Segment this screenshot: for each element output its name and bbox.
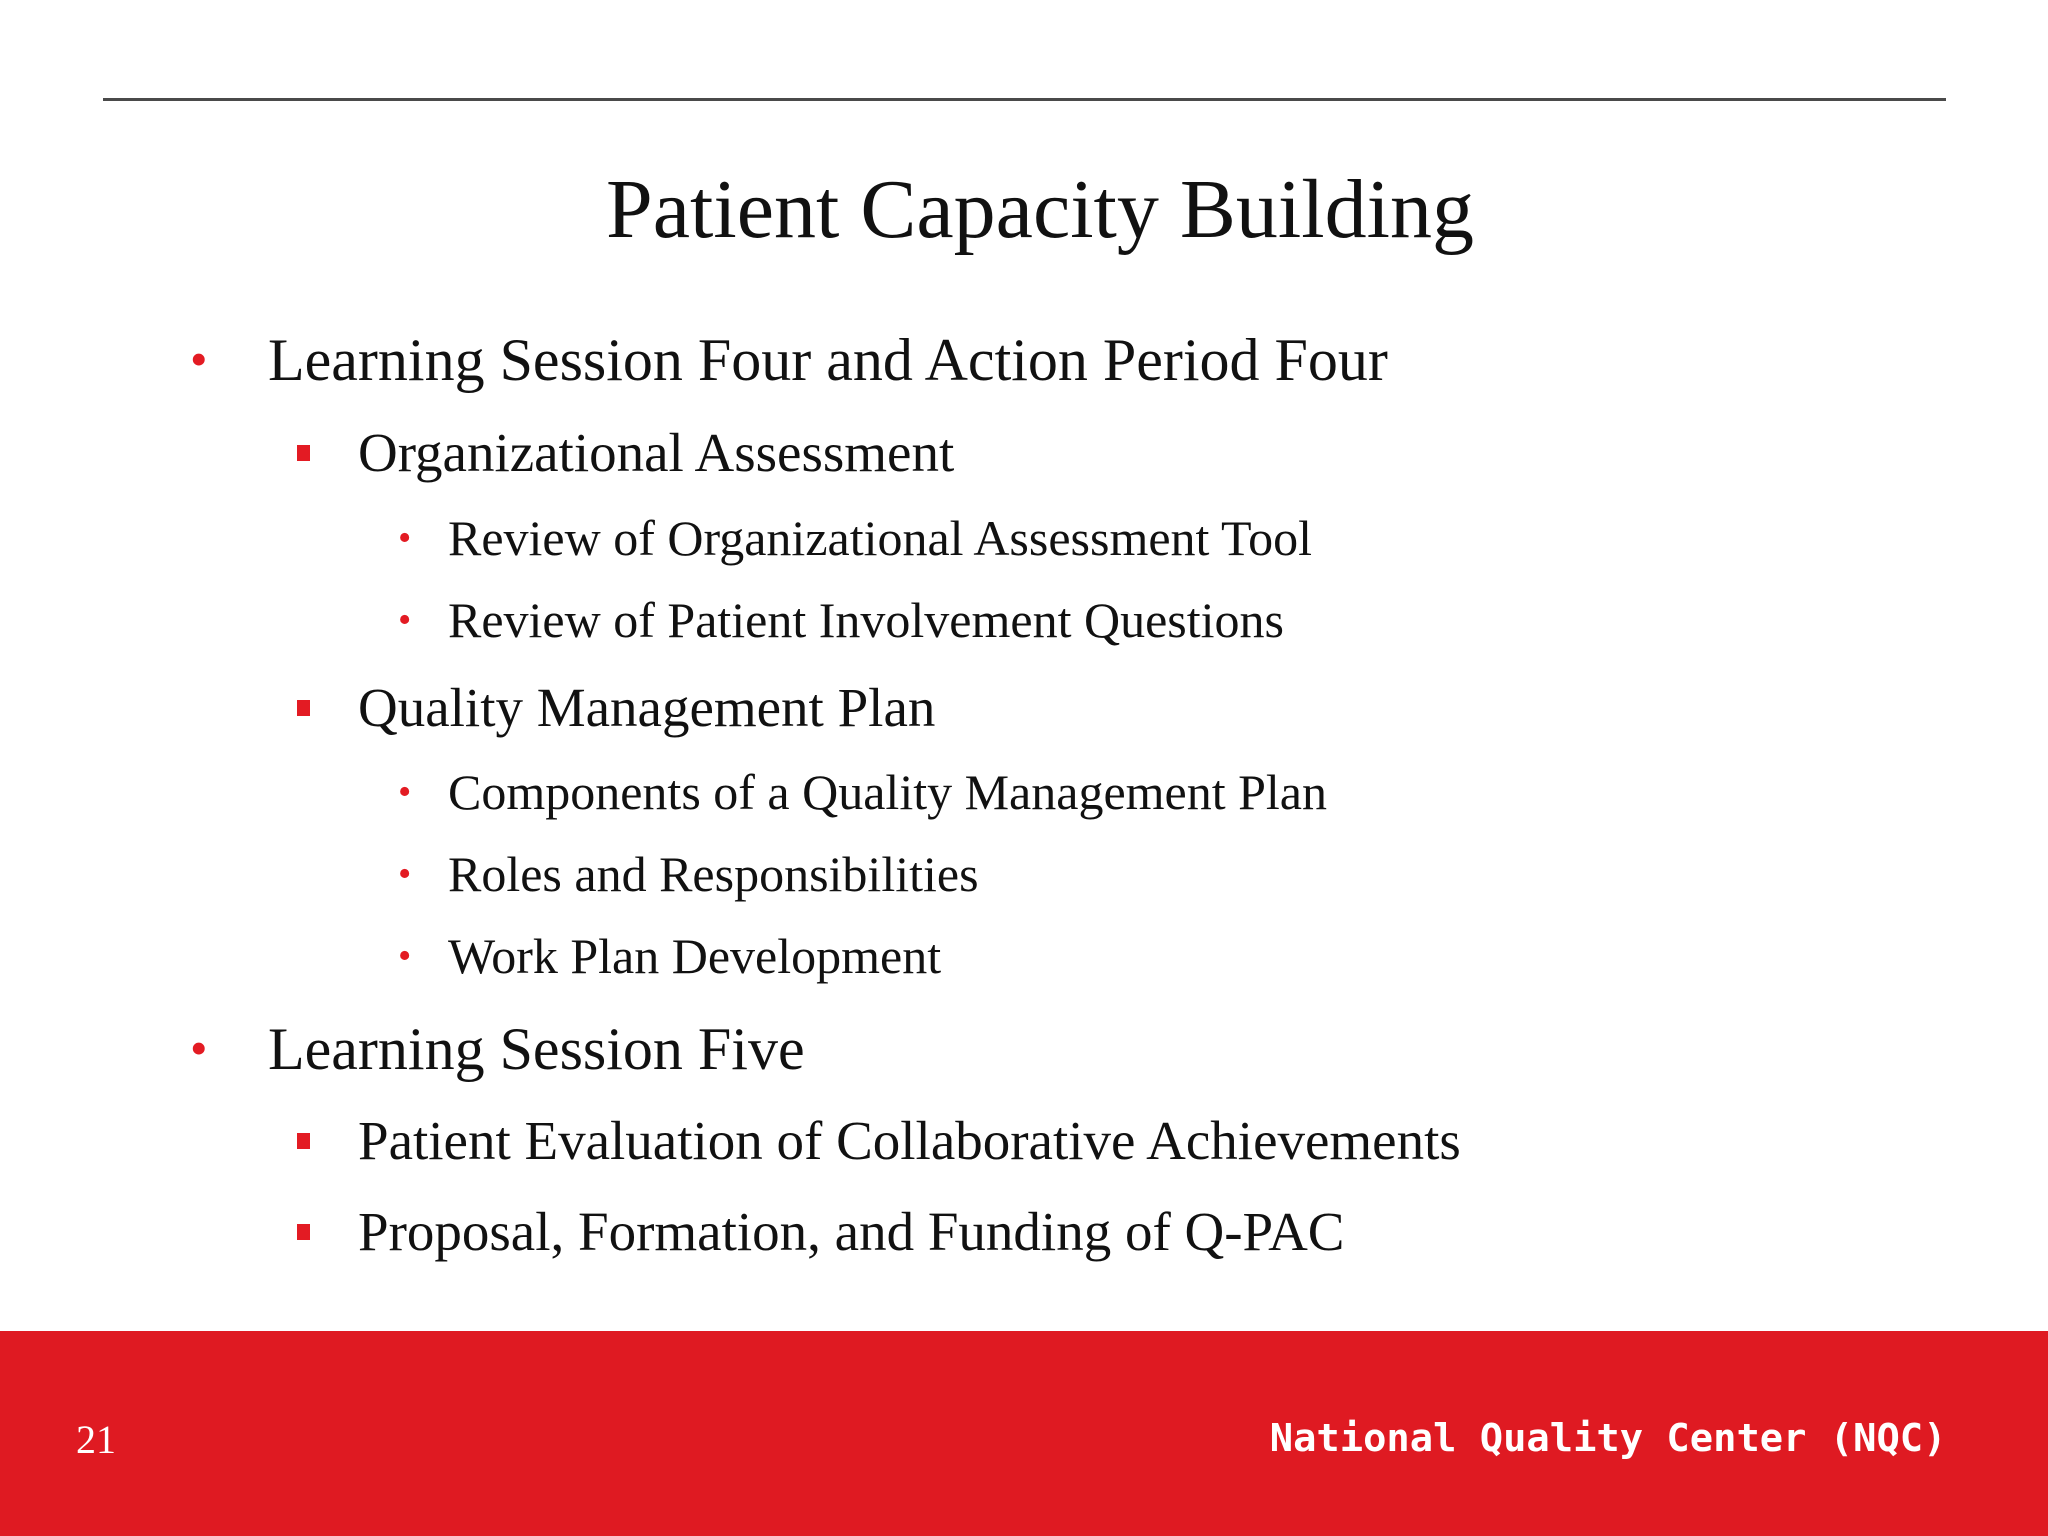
square-bullet-icon — [297, 700, 310, 716]
bullet-text: Learning Session Five — [268, 1016, 805, 1082]
round-bullet-icon: • — [190, 1020, 208, 1076]
sub-sub-bullet-item — [398, 844, 979, 904]
round-bullet-icon: • — [190, 331, 208, 387]
sub-sub-bullet-item — [398, 926, 941, 986]
sub-sub-bullet-text: Components of a Quality Management Plan — [448, 764, 1328, 820]
sub-sub-bullet-text: Review of Patient Involvement Questions — [448, 592, 1284, 648]
organization-name: National Quality Center (NQC) — [1269, 1416, 1946, 1460]
sub-sub-bullet-item — [398, 508, 1312, 568]
sub-bullet-item — [297, 1108, 1461, 1174]
header-divider — [103, 98, 1946, 101]
sub-sub-bullet-text: Roles and Responsibilities — [448, 846, 979, 902]
round-bullet-icon: • — [398, 935, 412, 977]
round-bullet-icon: • — [398, 599, 412, 641]
sub-sub-bullet-item — [398, 590, 1284, 650]
round-bullet-icon: • — [398, 771, 412, 813]
round-bullet-icon: • — [398, 853, 412, 895]
slide-title: Patient Capacity Building — [606, 163, 1474, 256]
sub-bullet-item — [297, 1199, 1344, 1265]
page-number: 21 — [76, 1417, 116, 1462]
sub-bullet-text: Patient Evaluation of Collaborative Achievements — [358, 1110, 1461, 1171]
sub-bullet-item — [297, 420, 954, 486]
sub-sub-bullet-text: Work Plan Development — [448, 928, 942, 984]
bullet-item — [190, 1012, 805, 1085]
bullet-item — [190, 323, 1388, 396]
sub-bullet-text: Proposal, Formation, and Funding of Q-PAC — [358, 1201, 1345, 1262]
bullet-text: Learning Session Four and Action Period Four — [268, 327, 1388, 393]
square-bullet-icon — [297, 1133, 310, 1149]
sub-bullet-text: Quality Management Plan — [358, 677, 936, 738]
sub-sub-bullet-text: Review of Organizational Assessment Tool — [448, 510, 1312, 566]
sub-bullet-text: Organizational Assessment — [358, 422, 955, 483]
sub-sub-bullet-item — [398, 762, 1327, 822]
sub-bullet-item — [297, 675, 935, 741]
square-bullet-icon — [297, 1224, 310, 1240]
round-bullet-icon: • — [398, 517, 412, 559]
square-bullet-icon — [297, 445, 310, 461]
